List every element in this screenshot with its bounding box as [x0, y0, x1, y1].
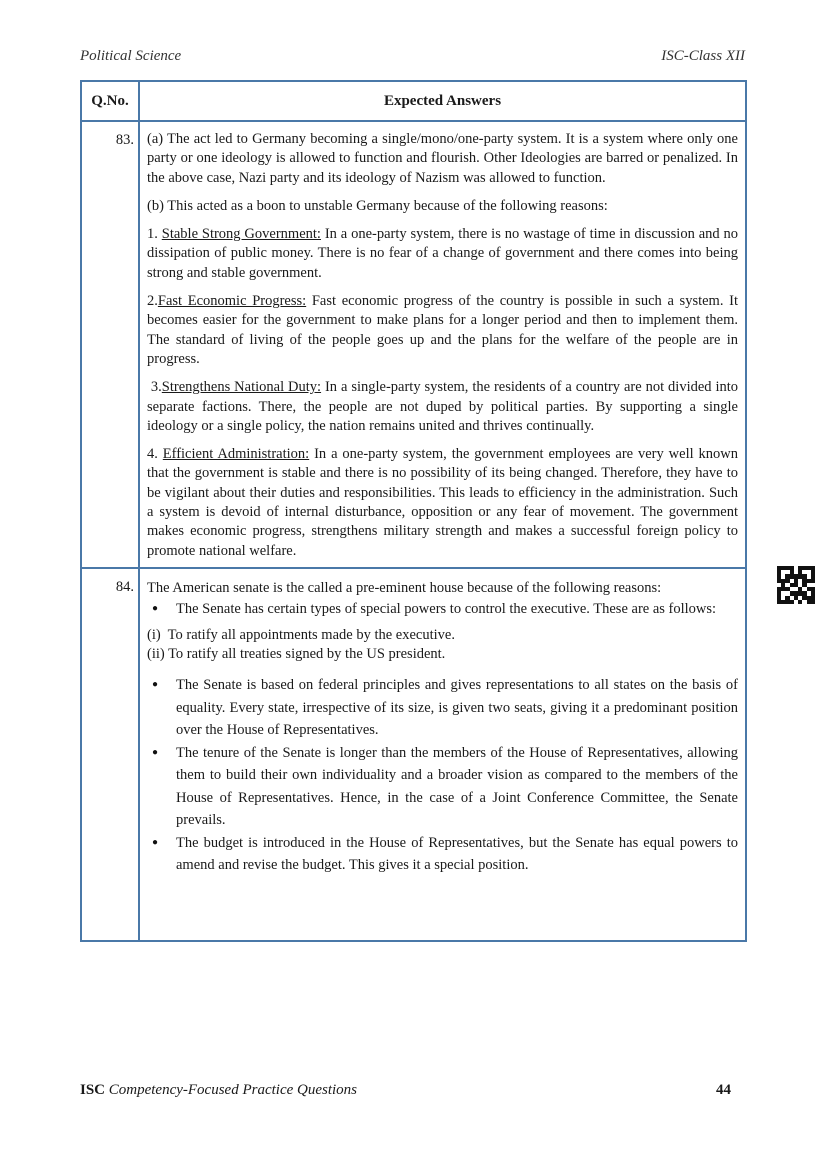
running-header-class: ISC-Class XII	[661, 48, 745, 64]
reason-title: Strengthens National Duty:	[161, 379, 322, 396]
reason-item: 2.Fast Economic Progress: Fast economic progress of the country is possible in such a system. It becomes easier for the government to make plans for a longer period and then to implement them. The standard of living of the people goes up and the plans for the welfare of the people are in progress.	[147, 293, 738, 367]
question-number: 84.	[81, 568, 139, 941]
qr-code-icon[interactable]	[777, 566, 815, 604]
roman-list	[147, 626, 738, 664]
reason-title: Stable Strong Government:	[161, 226, 321, 243]
answer-intro: The American senate is the called a pre-eminent house because of the following reasons:	[147, 579, 662, 596]
list-item: ● The Senate is based on federal principles and gives representations to all states on the basis of equality. Every state, irrespective of its size, is given two seats, giving it a predominant position over the House of Representatives.	[176, 674, 738, 742]
list-item: ● The tenure of the Senate is longer than the members of the House of Representatives, allowing them to build their own individuality and a broader vision as compared to the members of the House of Representatives. Hence, in the case of a Joint Conference Committee, the Senate prevails.	[176, 742, 738, 832]
column-header-answers: Expected Answers	[139, 81, 746, 121]
table-header-row	[81, 81, 746, 121]
answer-paragraph: (a) The act led to Germany becoming a single/mono/one-party system. It is a system where only one party or one ideology is allowed to function and flourish. Other Ideologies are barred or penalized. In the above case, Nazi party and its ideology of Nazism was allowed to function.	[147, 131, 738, 186]
answer-paragraph: (b) This acted as a boon to unstable Germany because of the following reasons:	[147, 197, 608, 214]
column-header-qno: Q.No.	[81, 81, 139, 121]
reason-item: 4. Efficient Administration: In a one-party system, the government employees are very well known that the government is stable and there is no possibility of its being changed. Therefore, they have to be vigilant about their duties and responsibilities. This leads to efficiency in the administration. Such a system is devoid of internal disturbance, opposition or any fear of movement. The government makes economic progress, strengthens military strength and makes a successful foreign policy to promote national welfare.	[147, 446, 738, 559]
answer-cell	[139, 121, 746, 568]
answer-cell	[139, 568, 746, 941]
table-row	[81, 121, 746, 568]
bullet-list	[147, 598, 738, 621]
list-item: ● The Senate has certain types of special powers to control the executive. These are as follows:	[176, 598, 738, 621]
page-number: 44	[716, 1082, 731, 1098]
list-item: (i) To ratify all appointments made by the executive.	[147, 627, 455, 644]
reason-title: Efficient Administration:	[162, 446, 310, 463]
list-item: (ii) To ratify all treaties signed by the US president.	[147, 646, 446, 663]
running-header-subject: Political Science	[80, 48, 182, 64]
reason-item: 1. Stable Strong Government: In a one-party system, there is no wastage of time in discussion and no dissipation of public money. There is no fear of a change of government and there comes into being strong and stable government.	[147, 226, 739, 281]
reason-title: Fast Economic Progress:	[157, 293, 307, 310]
footer-subtitle: Competency-Focused Practice Questions	[105, 1082, 358, 1098]
bullet-list	[147, 674, 738, 877]
reason-item: 3.Strengthens National Duty: In a single-party system, the residents of a country are not divided into separate factions. There, the people are not duped by political parties. By supporting a single ideology or a single policy, the nation remains united and thrives continually.	[147, 379, 739, 434]
footer-title	[80, 1082, 357, 1099]
list-item: ● The budget is introduced in the House of Representatives, but the Senate has equal powers to amend and revise the budget. This gives it a special position.	[176, 832, 738, 877]
answers-table	[80, 80, 747, 942]
question-number: 83.	[81, 121, 139, 568]
table-row	[81, 568, 746, 941]
footer-brand: ISC	[80, 1082, 106, 1098]
